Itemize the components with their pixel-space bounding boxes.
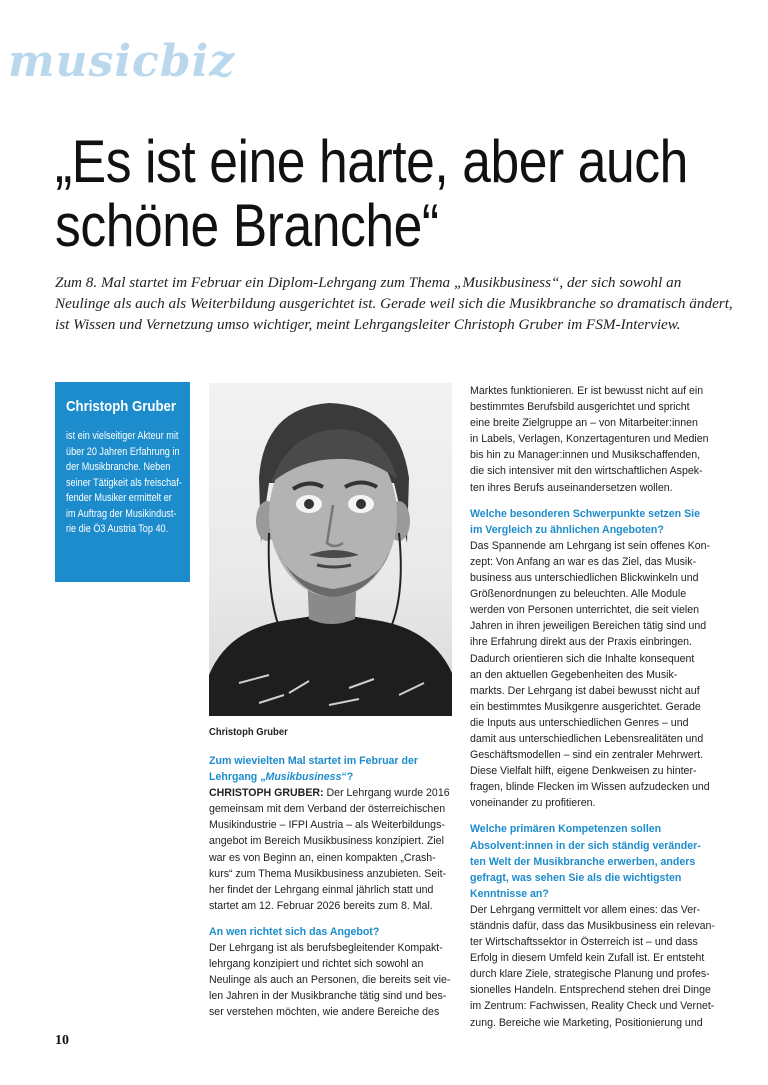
answer-3-line: ein bestimmtes Musikgenre ausgerichtet. Gerade	[470, 700, 701, 713]
question-1-line: Zum wievielten Mal startet im Februar der	[209, 755, 418, 767]
answer-2-line: ser verstehen möchten, wie andere Bereiche des	[209, 1006, 440, 1019]
answer-3-line: Größenordnungen zu beleuchten. Alle Module	[470, 588, 687, 601]
answer-3-line: markts. Der Lehrgang ist dabei bewusst nicht auf	[470, 684, 700, 697]
answer-4-line: sionelles Handeln. Entsprechend stehen drei Dinge	[470, 984, 711, 997]
answer-4-line: Erfolg in diesem Umfeld kein Zufall ist. Er entsteht	[470, 952, 705, 965]
q1-part: “?	[341, 771, 354, 784]
speaker-name: CHRISTOPH GRUBER:	[209, 787, 324, 800]
bio-line: über 20 Jahren Erfahrung in	[66, 445, 180, 458]
answer-3-line: die Inputs aus unterschiedlichen Genres – und	[470, 716, 689, 729]
answer-1-line: Musikindustrie – IFPI Austria – als Weiterbildungs-	[209, 819, 445, 832]
q1-part: Musikbusiness	[265, 771, 342, 784]
question-2-line: An wen richtet sich das Angebot?	[209, 925, 380, 938]
portrait-illustration	[209, 383, 452, 716]
answer-3-line: Jahren in ihren jeweiligen Bereichen tätig sind und	[470, 620, 707, 633]
answer-2-line: bis hin zu Manager:innen und Musikschaffenden,	[470, 449, 701, 462]
answer-2-line: eine breite Zielgruppe an – von Mitarbeiter:innen	[470, 417, 698, 430]
lead-paragraph	[55, 272, 735, 335]
answer-3-line: voneinander zu profitieren.	[470, 797, 596, 810]
headline-line: schöne Branche“	[55, 192, 439, 259]
bio-line: der Musikbranche. Neben	[66, 461, 171, 473]
answer-1-line: war es von Beginn an, einen kompakten „Crash-	[209, 851, 436, 864]
answer-3-line: Dadurch orientieren sich die Inhalte konsequent	[470, 652, 695, 665]
answer-2-line: Marktes funktionieren. Er ist bewusst nicht auf ein	[470, 385, 704, 397]
question-4-line: Kenntnisse an?	[470, 887, 549, 900]
column-b	[470, 383, 715, 1031]
answer-3-line: Geschäftsmodellen – sind ein zentraler Mehrwert.	[470, 749, 704, 762]
answer-2-line: in Labels, Verlagen, Konzertagenturen und Medien	[470, 433, 709, 446]
answer-4-line: ter Wirtschaftssektor in Österreich ist – und dass	[470, 936, 698, 949]
bio-name: Christoph Gruber	[66, 398, 177, 415]
answer-2-line: bestimmtes Berufsbild ausgerichtet und spricht	[470, 401, 690, 414]
bio-line: rie die Ö3 Austria Top 40.	[66, 523, 169, 535]
photo-caption: Christoph Gruber	[209, 726, 288, 738]
question-4-line: Welche primären Kompetenzen sollen	[470, 823, 662, 836]
lead-line: ist Wissen und Vernetzung umso wichtiger, meint Lehrgangsleiter Christoph Gruber im FSM-Interview.	[55, 316, 681, 333]
answer-4-line: im Zentrum: Fachwissen, Reality Check und Vernet-	[470, 1000, 715, 1013]
answer-2-line: lehrgang konzipiert und richtet sich sowohl an	[209, 958, 424, 971]
answer-4-line: Der Lehrgang vermittelt vor allem eines: das Ver-	[470, 903, 701, 916]
bio-line: seiner Tätigkeit als freischaf-	[66, 476, 182, 489]
answer-4-line: durch klare Ziele, strategische Planung und profes-	[470, 968, 710, 981]
bio-line: ist ein vielseitiger Akteur mit	[66, 430, 179, 442]
headline-line: „Es ist eine harte, aber auch	[55, 128, 688, 195]
question-1-line	[209, 769, 437, 785]
answer-1-line: startet am 12. Februar 2026 bereits zum 8. Mal.	[209, 899, 433, 912]
answer-3-line: business aus unterschiedlichen Blickwinkeln und	[470, 572, 699, 585]
answer-3-line: Das Spannende am Lehrgang ist sein offenes Kon-	[470, 539, 711, 552]
page-number: 10	[55, 1033, 69, 1048]
bio-text	[66, 429, 180, 538]
bio-line: fender Musiker ermittelt er	[66, 492, 172, 504]
answer-1-line	[209, 785, 450, 801]
section-label: musicbiz	[8, 36, 236, 87]
answer-2-line: die sich intensiver mit den wirtschaftlichen Aspek-	[470, 465, 703, 478]
lead-line: Neulinge als auch als Weiterbildung ausgerichtet ist. Gerade weil sich die Musikbranche so dramatisch ändert,	[55, 295, 733, 312]
bio-box	[55, 382, 190, 582]
q1-part: Lehrgang „	[209, 771, 266, 784]
answer-2-line: len Jahren in der Musikbranche tätig sind und bes-	[209, 990, 447, 1003]
answer-2-line: Der Lehrgang ist als berufsbegleitender Kompakt-	[209, 942, 443, 955]
headline	[55, 128, 688, 259]
answer-3-line: an den aktuellen Gegebenheiten des Musik-	[470, 668, 678, 681]
answer-3-line: zept: Von Anfang an war es das Ziel, das Musik-	[470, 555, 697, 568]
question-3-line: im Vergleich zu ähnlichen Angeboten?	[470, 523, 664, 536]
answer-3-line: ihre Erfahrung direkt aus der Praxis einbringen.	[470, 636, 692, 649]
answer-3-line: damit aus unterschiedlichen Lebensrealitäten und	[470, 732, 704, 745]
question-3-line: Welche besonderen Schwerpunkte setzen Sie	[470, 507, 700, 520]
answer-1-line: gemeinsam mit dem Verband der österreichischen	[209, 803, 446, 816]
answer-1-line: angebot im Bereich Musikbusiness konzipiert. Ziel	[209, 835, 444, 848]
answer-1-line: kurs“ zum Thema Musikbusiness anzubieten. Seit-	[209, 867, 447, 880]
question-4-line: ten Welt der Musikbranche erwerben, anders	[470, 855, 696, 868]
answer-1-text: Der Lehrgang wurde 2016	[323, 787, 450, 800]
answer-2-line: Neulinge als auch an Personen, die bereits seit vie-	[209, 974, 451, 987]
answer-2-line: ten ihres Berufs auseinandersetzen wollen.	[470, 481, 673, 494]
answer-3-line: werden von Personen unterrichtet, die seit vielen	[470, 604, 700, 617]
question-4-line: Absolvent:innen in der sich ständig veränder-	[470, 839, 701, 852]
answer-3-line: fragen, blinde Flecken im Wissen aufzudecken und	[470, 781, 710, 794]
answer-4-line: zung. Bereiche wie Marketing, Positionierung und	[470, 1016, 703, 1029]
portrait-photo	[209, 383, 452, 716]
question-4-line: gefragt, was sehen Sie als die wichtigsten	[470, 871, 682, 884]
column-a	[209, 753, 454, 1021]
lead-line: Zum 8. Mal startet im Februar ein Diplom-Lehrgang zum Thema „Musikbusiness“, der sich sowohl an	[55, 274, 682, 291]
answer-4-line: ständnis dafür, dass das Musikbusiness ein relevan-	[470, 920, 715, 932]
answer-3-line: Diese Vielfalt hilft, eigene Denkweisen zu hinter-	[470, 765, 697, 778]
answer-1-line: her findet der Lehrgang einmal jährlich statt und	[209, 883, 434, 896]
bio-line: im Auftrag der Musikindust-	[66, 507, 177, 520]
